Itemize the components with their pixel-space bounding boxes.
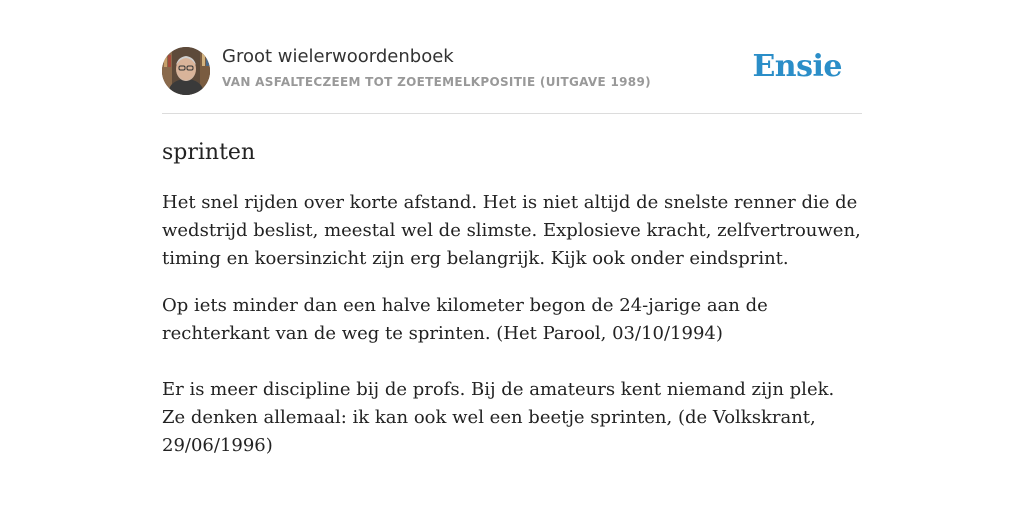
entry-header <box>162 44 862 114</box>
entry-definition <box>162 189 862 460</box>
ensie-logo[interactable]: Ensie <box>752 49 842 84</box>
quote-paragraph: Er is meer discipline bij de profs. Bij de amateurs kent niemand zijn plek. Ze denken allemaal: ik kan ook wel een beetje sprinten, (de Volkskrant, 29/06/1996) <box>162 379 835 456</box>
definition-paragraph: Het snel rijden over korte afstand. Het is niet altijd de snelste renner die de wedstrijd beslist, meestal wel de slimste. Explosieve kracht, zelfvertrouwen, timing en koersinzicht zijn erg belangrijk. Kijk ook onder eindsprint. <box>162 192 861 269</box>
book-subtitle: VAN ASFALTECZEEM TOT ZOETEMELKPOSITIE (UITGAVE 1989) <box>222 75 651 89</box>
author-portrait-icon <box>162 47 210 95</box>
quote-paragraph: Op iets minder dan een halve kilometer begon de 24-jarige aan de rechterkant van de weg te sprinten. (Het Parool, 03/10/1994) <box>162 295 768 344</box>
entry-term: sprinten <box>162 140 256 165</box>
author-avatar[interactable] <box>162 47 210 95</box>
book-title[interactable]: Groot wielerwoordenboek <box>222 46 454 67</box>
entry-card <box>162 44 862 460</box>
